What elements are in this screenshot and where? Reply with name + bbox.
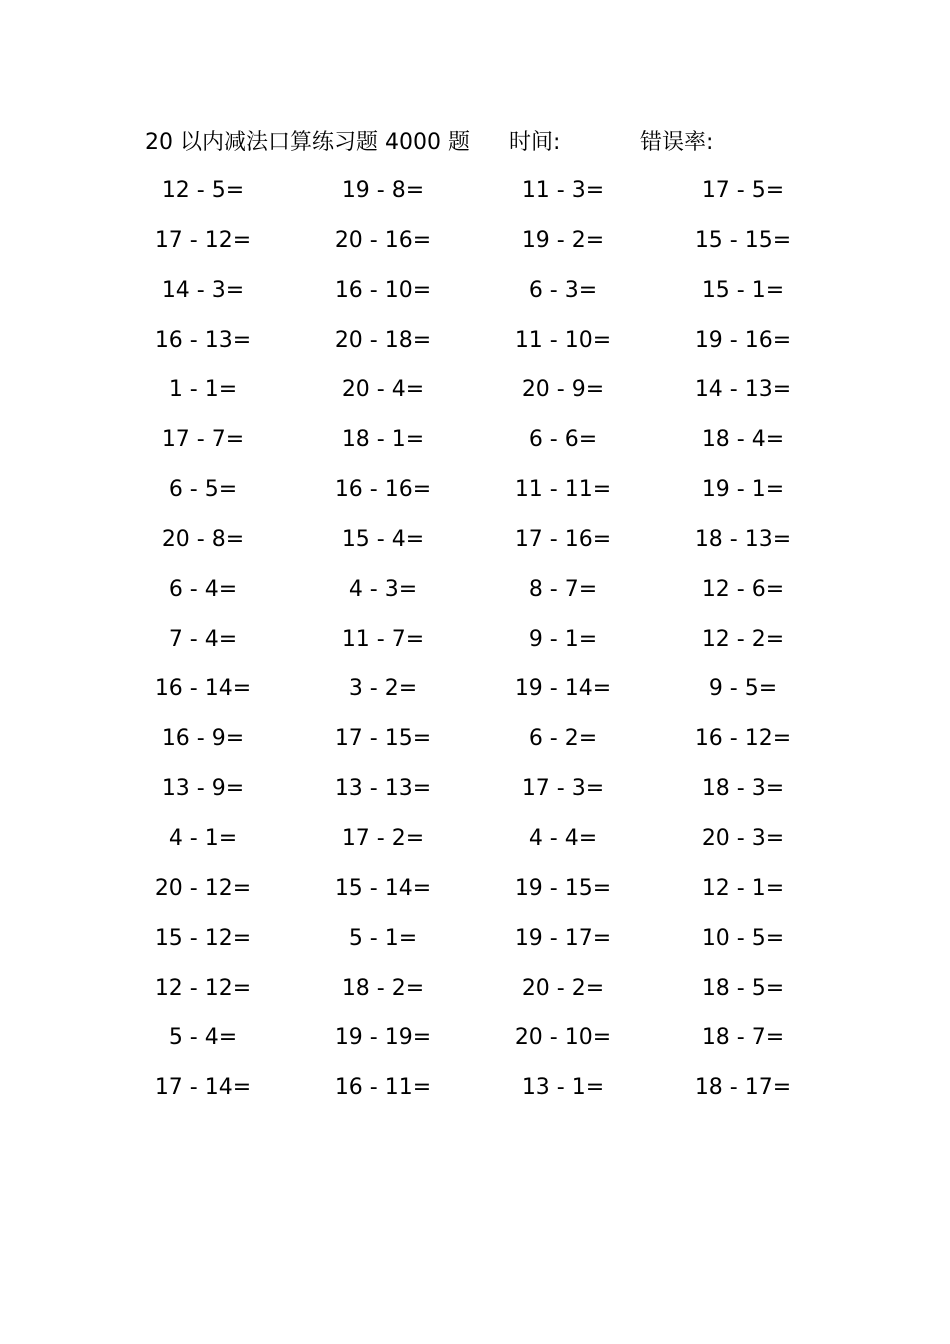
problem-item: 12 - 5= bbox=[161, 178, 245, 203]
problem-item: 17 - 14= bbox=[154, 1075, 252, 1101]
problem-item: 16 - 10= bbox=[334, 277, 432, 303]
problem-item: 7 - 4= bbox=[168, 626, 238, 652]
problem-item: 9 - 1= bbox=[528, 626, 598, 652]
problem-item: 13 - 9= bbox=[161, 776, 245, 802]
problem-item: 20 - 10= bbox=[514, 1025, 612, 1051]
problem-item: 16 - 14= bbox=[154, 676, 252, 702]
problem-item: 10 - 5= bbox=[701, 925, 785, 951]
worksheet-header bbox=[0, 126, 950, 160]
problem-item: 6 - 6= bbox=[528, 427, 598, 453]
problem-item: 11 - 11= bbox=[514, 477, 612, 503]
problem-item: 11 - 10= bbox=[514, 327, 612, 353]
problem-item: 20 - 12= bbox=[154, 875, 252, 901]
problem-item: 12 - 1= bbox=[701, 875, 785, 901]
problem-item: 6 - 3= bbox=[528, 277, 598, 303]
problem-item: 18 - 2= bbox=[341, 975, 425, 1001]
problem-item: 16 - 12= bbox=[694, 726, 792, 752]
problem-item: 9 - 5= bbox=[708, 676, 778, 702]
problem-item: 18 - 17= bbox=[694, 1075, 792, 1101]
problem-item: 6 - 4= bbox=[168, 576, 238, 602]
problem-item: 20 - 8= bbox=[161, 526, 245, 552]
problem-item: 19 - 8= bbox=[341, 178, 425, 203]
problem-item: 18 - 13= bbox=[694, 526, 792, 552]
problem-item: 4 - 3= bbox=[348, 576, 418, 602]
problem-item: 17 - 15= bbox=[334, 726, 432, 752]
problem-item: 6 - 5= bbox=[168, 477, 238, 503]
problem-item: 19 - 16= bbox=[694, 327, 792, 353]
problem-item: 18 - 5= bbox=[701, 975, 785, 1001]
problem-item: 20 - 16= bbox=[334, 227, 432, 253]
problem-item: 16 - 11= bbox=[334, 1075, 432, 1101]
problem-item: 16 - 9= bbox=[161, 726, 245, 752]
problem-item: 12 - 12= bbox=[154, 975, 252, 1001]
problem-item: 6 - 2= bbox=[528, 726, 598, 752]
problem-item: 15 - 1= bbox=[701, 277, 785, 303]
problem-item: 19 - 19= bbox=[334, 1025, 432, 1051]
problem-item: 14 - 3= bbox=[161, 277, 245, 303]
error-rate-label: 错误率: bbox=[640, 130, 714, 155]
time-label: 时间: bbox=[509, 130, 561, 155]
problem-item: 20 - 3= bbox=[701, 825, 785, 851]
problem-item: 20 - 2= bbox=[521, 975, 605, 1001]
problem-item: 5 - 1= bbox=[348, 925, 418, 951]
problem-item: 3 - 2= bbox=[348, 676, 418, 702]
problem-item: 15 - 15= bbox=[694, 227, 792, 253]
problem-item: 14 - 13= bbox=[694, 377, 792, 403]
problem-item: 1 - 1= bbox=[168, 377, 238, 403]
problem-item: 8 - 7= bbox=[528, 576, 598, 602]
problem-item: 16 - 13= bbox=[154, 327, 252, 353]
problem-item: 17 - 5= bbox=[701, 178, 785, 203]
problem-item: 18 - 4= bbox=[701, 427, 785, 453]
problem-item: 19 - 14= bbox=[514, 676, 612, 702]
problem-item: 12 - 6= bbox=[701, 576, 785, 602]
problem-grid bbox=[120, 174, 820, 1121]
problem-item: 15 - 14= bbox=[334, 875, 432, 901]
problem-item: 18 - 1= bbox=[341, 427, 425, 453]
problem-item: 20 - 9= bbox=[521, 377, 605, 403]
problem-item: 18 - 7= bbox=[701, 1025, 785, 1051]
problem-item: 11 - 7= bbox=[341, 626, 425, 652]
problem-item: 16 - 16= bbox=[334, 477, 432, 503]
problem-item: 4 - 4= bbox=[528, 825, 598, 851]
problem-item: 19 - 1= bbox=[701, 477, 785, 503]
problem-item: 15 - 12= bbox=[154, 925, 252, 951]
problem-item: 12 - 2= bbox=[701, 626, 785, 652]
problem-item: 17 - 16= bbox=[514, 526, 612, 552]
problem-item: 17 - 3= bbox=[521, 776, 605, 802]
problem-item: 13 - 13= bbox=[334, 776, 432, 802]
problem-item: 18 - 3= bbox=[701, 776, 785, 802]
problem-item: 19 - 15= bbox=[514, 875, 612, 901]
problem-item: 4 - 1= bbox=[168, 825, 238, 851]
problem-item: 15 - 4= bbox=[341, 526, 425, 552]
problem-item: 11 - 3= bbox=[521, 178, 605, 203]
problem-item: 19 - 17= bbox=[514, 925, 612, 951]
problem-item: 20 - 4= bbox=[341, 377, 425, 403]
problem-item: 17 - 2= bbox=[341, 825, 425, 851]
problem-item: 19 - 2= bbox=[521, 227, 605, 253]
problem-item: 17 - 7= bbox=[161, 427, 245, 453]
worksheet-title: 20 以内减法口算练习题 4000 题 bbox=[145, 130, 470, 155]
problem-item: 13 - 1= bbox=[521, 1075, 605, 1101]
problem-item: 5 - 4= bbox=[168, 1025, 238, 1051]
problem-item: 17 - 12= bbox=[154, 227, 252, 253]
problem-item: 20 - 18= bbox=[334, 327, 432, 353]
